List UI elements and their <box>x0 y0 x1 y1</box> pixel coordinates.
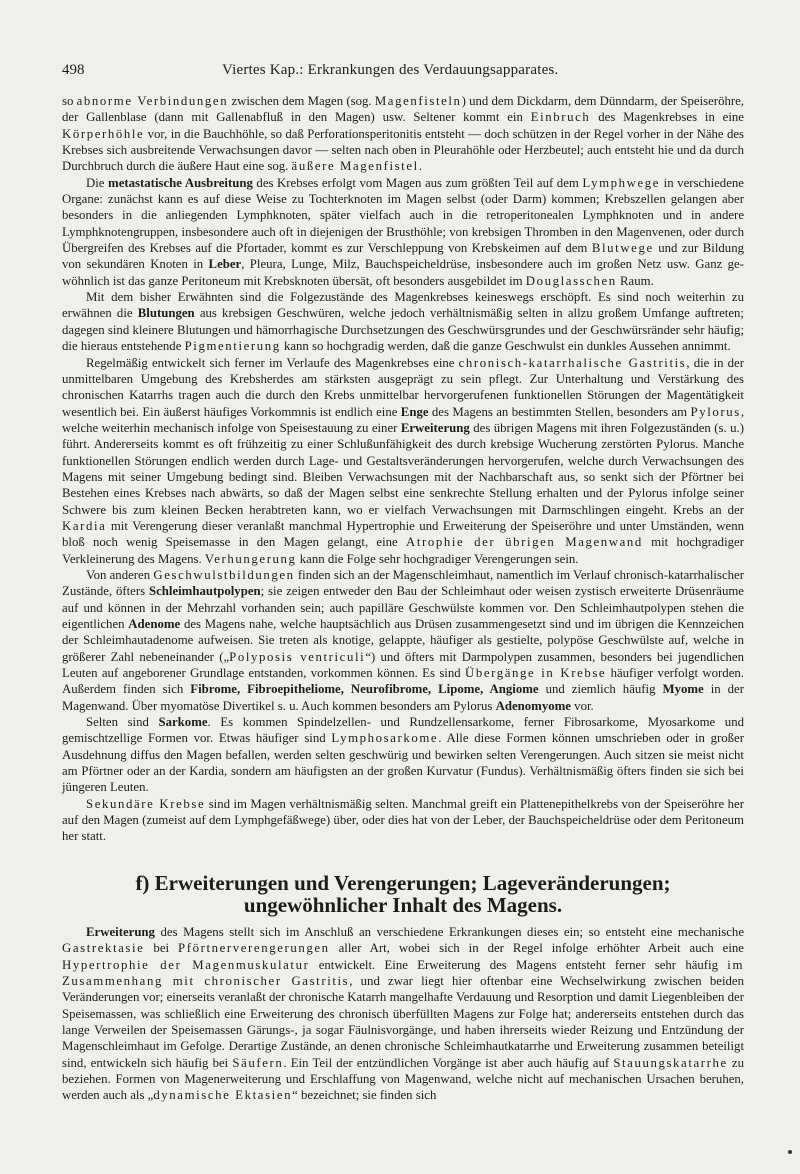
text-run: entwickelt. Eine Erweiterung des Magens entsteht ferner sehr häufig <box>309 957 728 972</box>
text-run: , welche weiterhin mechanisch infolge von Speisestauung zu einer <box>62 404 745 435</box>
text-run: kann so hochgradig werden, daß die ganze Geschwulst ein dunkles Aussehen annimmt. <box>280 339 731 354</box>
text-run: aller Art, wobei sich in der Regel infolge erhöhter Arbeit auch eine <box>329 941 744 956</box>
text-run: . <box>418 159 422 174</box>
text-run: Polyposis ventriculi <box>229 649 366 664</box>
text-run: , und zwar liegt hier oftenbar eine Wechselwirkung zwischen beiden Veränderungen vor; einerseits veranlaßt der chronische Katarrh mangelhafte Verdauung und Resorption und damit Liegenbleiben der Speisemassen, was schließlich eine Erweiterung des chronisch überfüllten Magens zur Folge hat; andererseits entstehen durch das lange Verweilen der Speisemassen Gärungs-, ja sogar Fäulnisvorgänge, und haben ihrerseits wieder Reizung und Entzündung der Magenschleimhaut im Gefolge. Derartige Zustände, an denen chronische Schleimhautkatarrhe und Erweiterung zusammen beteiligt sind, entwickeln sich häufig bei <box>62 973 744 1070</box>
paragraph-erweiterung <box>62 924 744 1104</box>
text-run: Leber <box>208 257 242 272</box>
text-run: . Ein Teil der entzündlichen Vorgänge ist aber auch häufig auf <box>283 1055 614 1070</box>
text-run: des Magenkrebses in eine <box>590 110 744 125</box>
text-run: sind im Magen verhältnismäßig selten. Manchmal greift ein Plattenepithelkrebs von der Speiseröhre her auf den Magen (zumeist auf dem Lymphgefäßwege) über, oder dies hat von der Leber, der Bauchspeicheldrüse oder dem Peritoneum her statt. <box>62 796 744 844</box>
text-run: abnorme Verbindungen <box>76 94 229 108</box>
text-run: bei <box>144 941 179 956</box>
text-run: Erweiterung <box>400 420 470 435</box>
text-run: Kardia <box>62 518 107 533</box>
text-run: mit Verengerung dieser veranlaßt manchmal Hypertrophie und Erweiterung der Speiseröhre und unter Umständen, wenn bloß noch wenig Speisemasse in den Magen gelangt, eine <box>62 518 744 550</box>
text-run: Pigmentierung <box>184 339 281 354</box>
text-run: Adenomyome <box>495 698 571 713</box>
text-run: häufiger verfolgt worden. Außerdem finden sich <box>62 666 744 697</box>
text-run: Lymphwege <box>582 175 661 190</box>
text-run: Sarkome <box>158 715 208 730</box>
text-run: Pylorus <box>690 404 741 419</box>
text-run: Blutungen <box>137 306 195 321</box>
section-heading: f) Erweiterungen und Verengerungen; Lageveränderungen; ungewöhnlicher Inhalt des Magens. <box>135 870 671 917</box>
text-run: zwischen dem Magen (sog. <box>228 94 375 108</box>
text-run: Lymphosarkome <box>331 731 439 746</box>
text-run: Stauungskatarrhe <box>613 1055 728 1070</box>
text-run: Einbruch <box>530 110 591 125</box>
text-run: mit hochgradiger Verkleinerung des Magens. <box>62 535 744 566</box>
text-run: “ bezeichnet; sie finden sich <box>292 1088 437 1103</box>
text-run: Von anderen <box>86 567 154 582</box>
running-header <box>62 62 742 84</box>
paragraph-abnorme-verbindungen <box>62 93 744 175</box>
text-run: chronisch-katarrhalische Gastritis <box>458 355 687 370</box>
text-run: Geschwulstbildungen <box>153 567 295 582</box>
text-run: Selten sind <box>86 715 159 730</box>
body-text <box>62 93 744 1104</box>
text-run: vor, in die Bauchhöhle, so daß Perforationsperitonitis entsteht — doch schützen in der Regel vorher in der Nähe des Krebses sich ausbreitende Verwachsungen davor — selten nach oben in Pleurahöhle oder Herzbeutel; auch entsteht hie und da durch Durchbruch durch die äußere Haut eine sog. <box>62 126 744 174</box>
text-run: dynamische Ektasien <box>153 1088 293 1103</box>
text-run: des Magens stellt sich im Anschluß an verschiedene Erkrankungen dieses ein; so entsteht eine mechanische <box>154 924 744 939</box>
text-run: Douglasschen <box>525 273 617 288</box>
text-run: äußere Magenfistel <box>291 159 419 174</box>
text-run: Atrophie der übrigen Magenwand <box>405 535 643 550</box>
text-run: Raum. <box>616 273 654 288</box>
text-run: des Magens an bestimmten Stellen, besonders am <box>428 404 691 419</box>
text-run: . Es kommen Spindelzellen- und Rundzellensarkome, ferner Fibrosarkome, Myosarkome und gemischtzellige Formen vor. Etwas häufiger sind <box>62 715 745 746</box>
paragraph-sarkome <box>62 714 744 796</box>
text-run: in verschiedene Organe: zunächst kann es auf diese Weise zu Tochterknoten im Magen selbst (oder Darm) kommen; Krebszellen gelangen aber besonders in die anliegenden Lymphknoten, später vielfach auch in die retroperitonealen Lymphknoten und in andere Lymphknotengruppen, insbesondere auch oft in diejenigen der Brusthöhle; von krebsigen Thromben in den Magenvenen, oder durch Übergreifen des Krebses auf die Pfortader, kommt es zur Verschleppung von Krebskeimen auf dem <box>62 175 744 256</box>
text-run: des übrigen Magens mit ihren Folgezuständen (s. u.) führt. Andererseits kommt es oft frühzeitig zu einer Schlußunfähigkeit des durch krebsige Wucherung zerstörten Pylorus. Manche funktionellen Störungen endlich werden durch Lage- und Gestaltsveränderungen hervorgerufen, welche durch Verwachsungen des Magens mit seiner Umgebung bedingt sind. Bleiben Verwachsungen mit der Nachbarschaft aus, so senkt sich der Pförtner bei Bestehen eines Krebses nach abwärts, so daß der Magen selbst eine senkrechte Stellung erhalten und der Pylorus infolge seiner Schwere bis zum kleinen Becken herabtreten kann, wo er vielfach Verwachsungen mit Darmschlingen eingeht. Krebs an der <box>62 420 744 517</box>
text-run: Säufern <box>232 1055 284 1070</box>
text-run: , die in der unmittelbaren Umgebung des Krebsherdes am stärksten ausgeprägt zu sein pflegt. Zur Unterhaltung und Verstärkung des chronischen Katarrhs tragen auch die durch den Krebs unmittelbar hervorgerufenen funktionellen Störungen der Magentätigkeit wesentlich bei. Ein äußerst häufiges Vorkommnis ist endlich eine <box>62 355 744 419</box>
text-run: . Alle diese Formen können umschrieben oder in großer Ausdehnung diffus den Magen befallen, werden selten geschwürig und bewirken selten Verengerungen. Auch sitzen sie meist nicht am Pförtner oder an der Kardia, sondern am häufigsten an der großen Kurvatur (Fundus). Verhältnismäßig öfters finden sie sich bei jüngeren Leuten. <box>62 731 744 795</box>
running-title: Viertes Kap.: Erkrankungen des Verdauungsapparates. <box>222 62 559 78</box>
text-run: Myome <box>662 682 704 697</box>
text-run: und zur Bildung von sekundären Knoten in <box>62 241 744 272</box>
text-run: Mit dem bisher Erwähnten sind die Folgezustände des Magenkrebses keineswegs erschöpft. Es sind noch weiterhin zu erwähnen die <box>62 290 744 321</box>
text-run: Fibrome, Fibroepitheliome, Neurofibrome, Lipome, Angiome <box>190 682 539 697</box>
text-run: finden sich an der Magenschleimhaut, namentlich im Verlauf chronisch-katarrhalischer Zustände, öfters <box>62 567 744 599</box>
page-number: 498 <box>62 62 85 78</box>
text-run: zu beziehen. Formen von Magenerweiterung und Erschlaffung von Magenwand, welche nicht auf mechanischen Ursachen beruhen, werden auch als „ <box>62 1055 744 1103</box>
text-run: ) und dem Dickdarm, dem Dünndarm, der Speiseröhre, der Gallenblase (dann mit Gallenabfluß in den Magen) usw. Seltener kommt ein <box>62 94 745 125</box>
text-run: Schleimhautpolypen <box>148 584 261 599</box>
text-run: und ziemlich häufig <box>538 682 663 697</box>
paragraph-blutungen <box>62 289 744 354</box>
text-run: Gastrektasie <box>62 941 145 956</box>
text-run: Hypertrophie der Magenmuskulatur <box>62 957 310 972</box>
text-run: vor. <box>570 698 594 713</box>
text-run: ; sie zeigen entweder den Bau der Schleimhaut oder weisen zystisch erweiterte Drüsenräume auf und können in der Mehrzahl vorhanden sein; auch papilläre Geschwülste kommen vor. Den Schleimhautpolypen stehen die eigentlichen <box>62 584 744 631</box>
text-run: “) und öfters mit Darmpolypen zusammen, besonders bei jugendlichen Leuten auf angeborener Grundlage entstanden, vorkommen können. Es sind <box>62 649 745 681</box>
text-run: Magenfisteln <box>374 94 462 108</box>
text-run: metastatische Ausbreitung <box>108 175 253 190</box>
text-run: so <box>62 94 77 108</box>
scan-speck <box>788 1150 792 1154</box>
text-run: Blutwege <box>591 241 654 256</box>
text-run: in der Magenwand. Über myomatöse Divertikel s. u. Auch kommen besonders am Pylorus <box>62 682 744 713</box>
text-run: aus krebsigen Geschwüren, welche jedoch verhältnismäßig selten in allzu großem Umfange auftreten; dagegen sind kleinere Blutungen und hämorrhagische Durchsetzungen des Geschwürsgrundes und der Geschwürsränder sehr häufig; die hieraus entstehende <box>62 306 744 354</box>
text-run: Adenome <box>128 617 181 631</box>
text-run: Verhungerung <box>204 551 297 566</box>
paragraph-sekundaere-krebse <box>62 796 744 845</box>
paragraph-gastritis <box>62 355 744 567</box>
text-run: Pförtnerverengerungen <box>178 941 330 956</box>
paragraph-geschwulstbildungen <box>62 567 744 714</box>
text-run: Übergänge in Krebse <box>465 666 607 681</box>
text-run: kann die Folge sehr hochgradiger Verengerungen sein. <box>296 551 579 566</box>
text-run: im Zusammenhang mit chronischer Gastritis <box>62 957 745 988</box>
text-run: des Magens nahe, welche hauptsächlich aus Drüsen zusammengesetzt sind und im übrigen die Kennzeichen der Schleimhautadenome aufweisen. Sie treten als knotige, gelappte, häufiger als gestielte, polypöse Geschwülste auf, welche in größerer Zahl nebeneinander („ <box>62 617 745 664</box>
paragraph-metastatische-ausbreitung <box>62 175 744 289</box>
text-run: Sekundäre Krebse <box>86 796 206 811</box>
text-run: Körperhöhle <box>62 126 145 141</box>
text-run: , Pleura, Lunge, Milz, Bauchspeicheldrüse, insbesondere auch im großen Netz usw. Ganz gewöhnlich ist das ganze Peritoneum mit Krebsknoten übersät, oft besonders ausgebildet im <box>62 257 744 288</box>
text-run: Regelmäßig entwickelt sich ferner im Verlaufe des Magenkrebses eine <box>86 355 459 370</box>
text-run: des Krebses erfolgt vom Magen aus zum größten Teil auf dem <box>252 175 583 190</box>
text-run: Die <box>86 175 109 190</box>
text-run: Enge <box>400 404 429 419</box>
text-run: Erweiterung <box>86 924 155 939</box>
